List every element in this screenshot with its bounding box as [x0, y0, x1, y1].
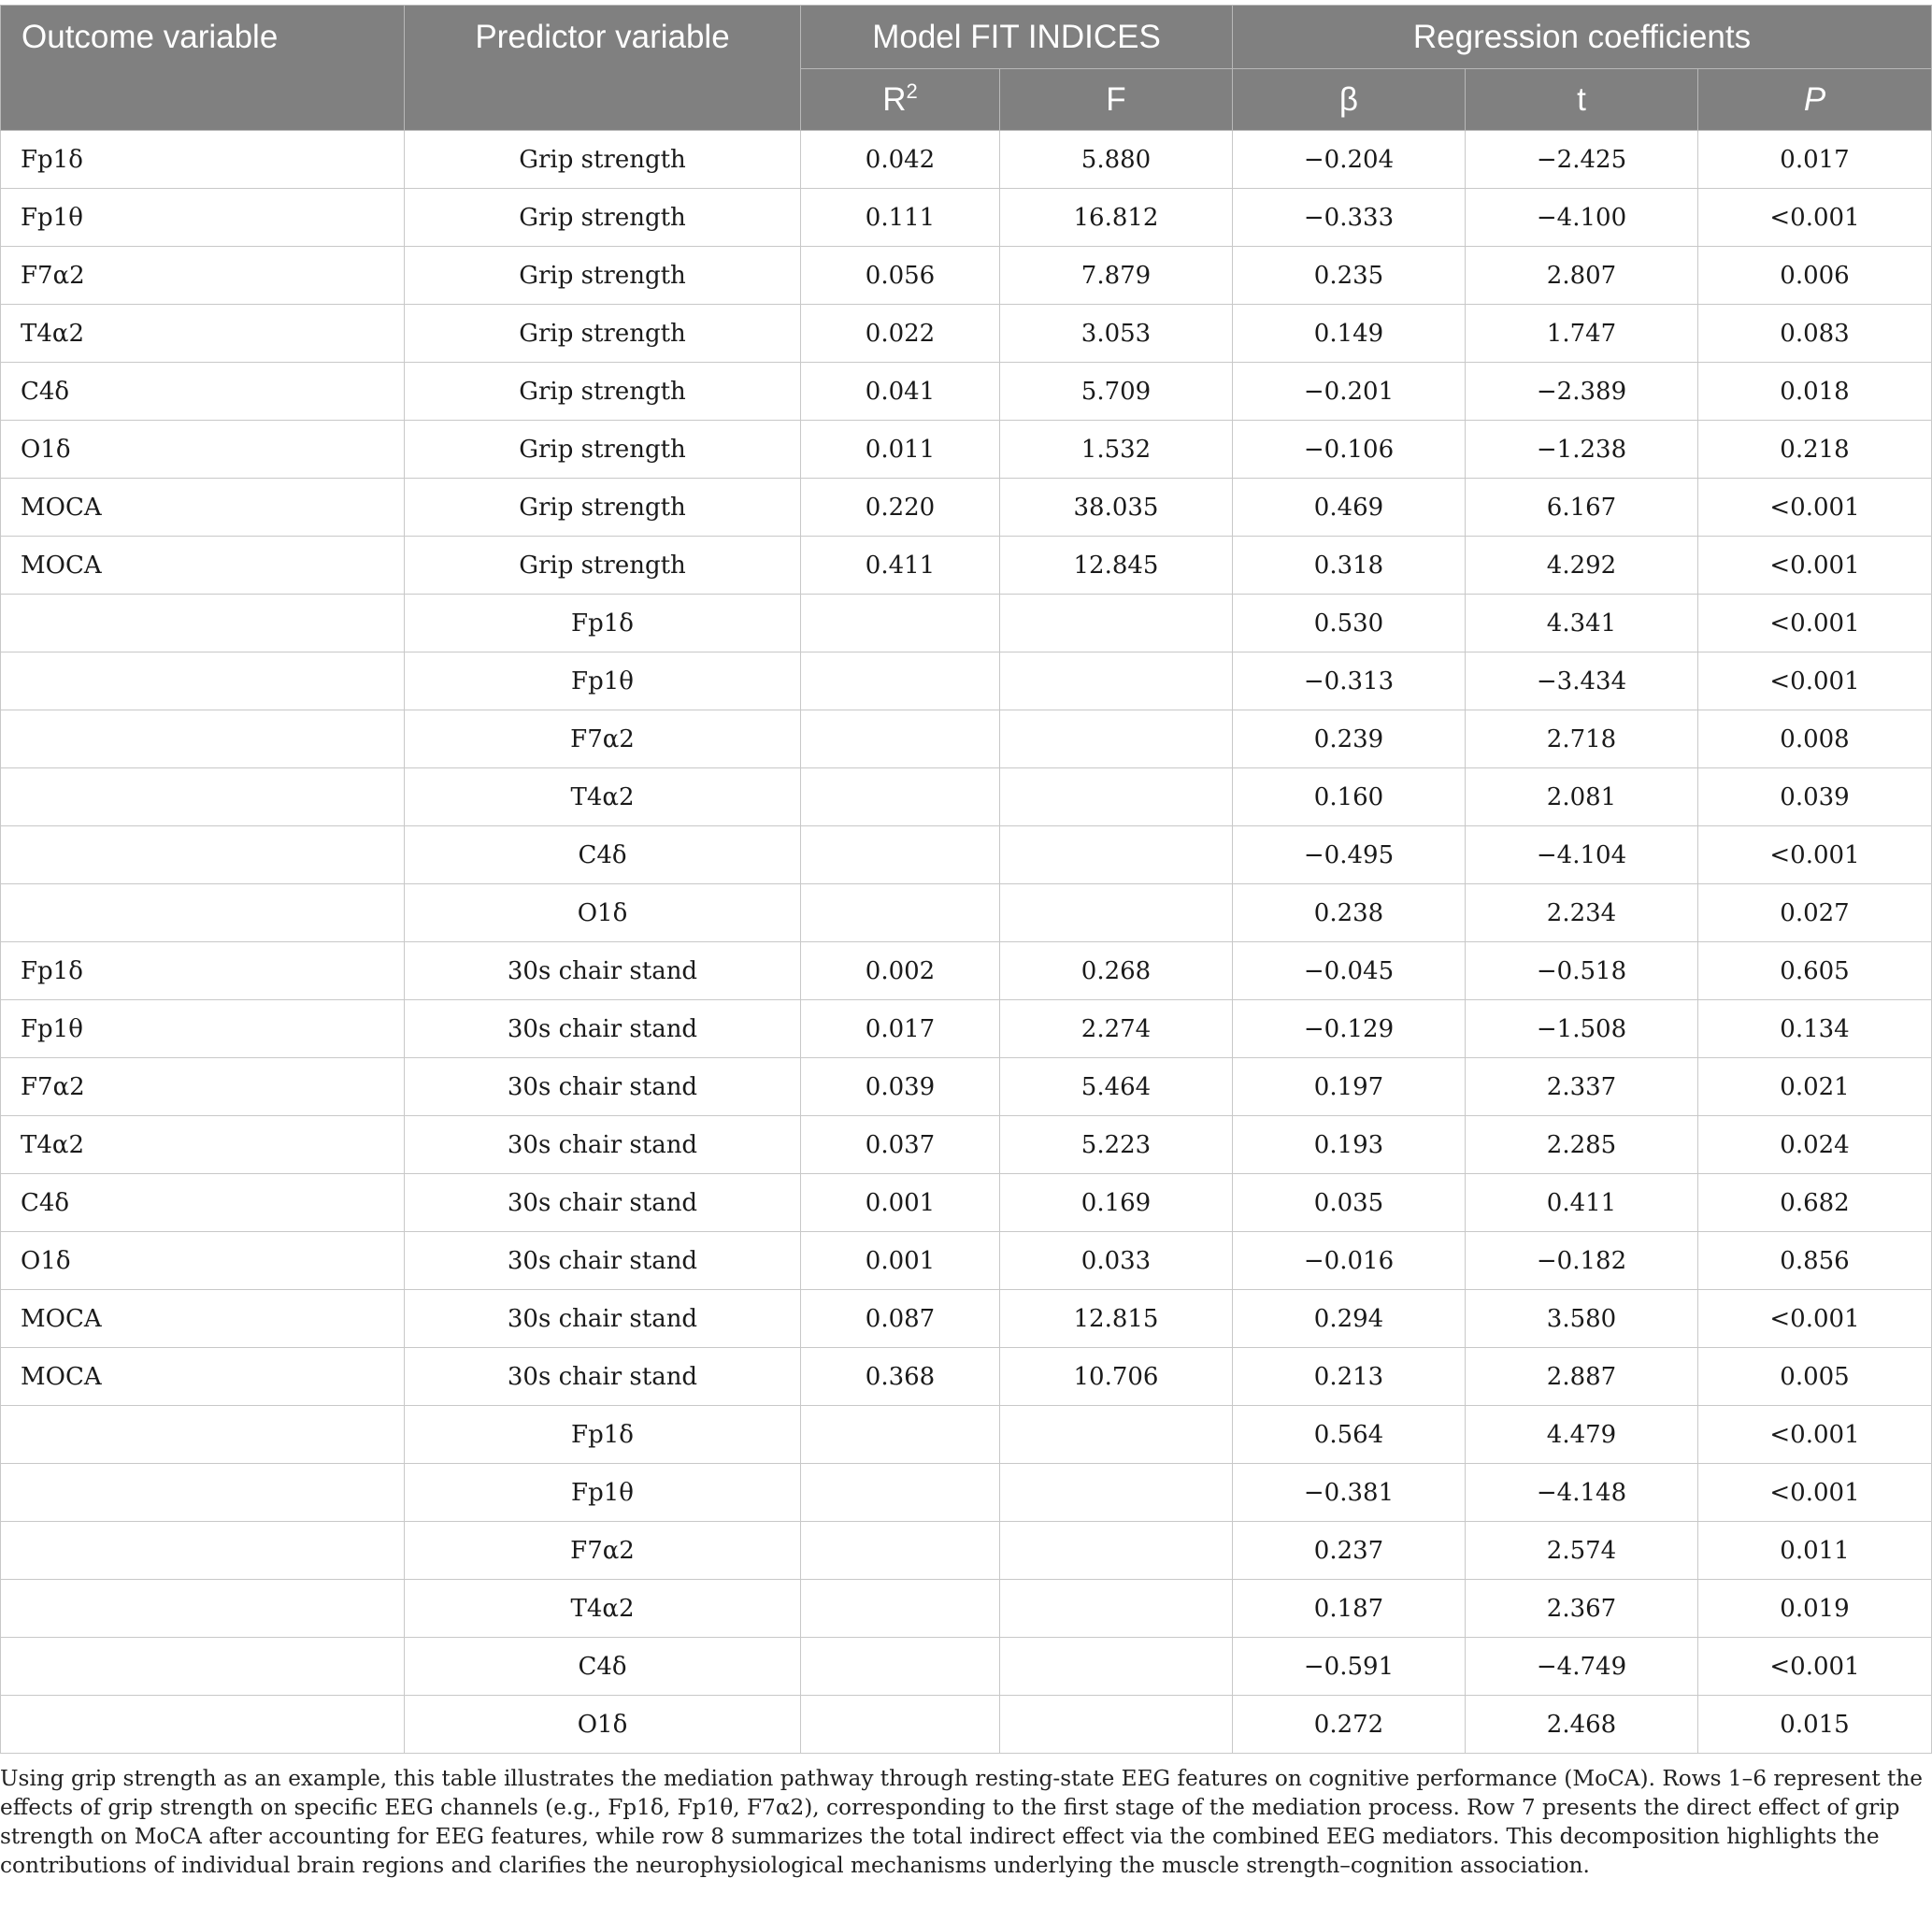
predictor-cell: F7α2 [405, 710, 801, 768]
r2-cell: 0.056 [801, 247, 1000, 305]
p-cell: 0.008 [1698, 710, 1932, 768]
outcome-cell [1, 1406, 405, 1464]
beta-cell: 0.272 [1233, 1696, 1466, 1754]
beta-cell: −0.495 [1233, 826, 1466, 884]
r2-cell [801, 884, 1000, 942]
r2-cell [801, 1522, 1000, 1580]
r2-cell: 0.042 [801, 131, 1000, 189]
p-cell: <0.001 [1698, 826, 1932, 884]
outcome-cell: C4δ [1, 363, 405, 421]
beta-cell: 0.193 [1233, 1116, 1466, 1174]
f-cell: 10.706 [1000, 1348, 1233, 1406]
outcome-cell: MOCA [1, 479, 405, 537]
f-cell [1000, 710, 1233, 768]
r2-cell [801, 1696, 1000, 1754]
beta-cell: 0.318 [1233, 537, 1466, 595]
r2-cell: 0.111 [801, 189, 1000, 247]
r2-cell: 0.001 [801, 1232, 1000, 1290]
header-beta: β [1233, 69, 1466, 131]
predictor-cell: O1δ [405, 1696, 801, 1754]
r2-cell: 0.039 [801, 1058, 1000, 1116]
f-cell: 0.033 [1000, 1232, 1233, 1290]
header-predictor: Predictor variable [405, 6, 801, 131]
outcome-cell: Fp1δ [1, 942, 405, 1000]
header-model-fit: Model FIT INDICES [801, 6, 1233, 69]
outcome-cell [1, 768, 405, 826]
beta-cell: 0.197 [1233, 1058, 1466, 1116]
table-row [1, 421, 1932, 479]
table-row [1, 247, 1932, 305]
t-cell: −4.104 [1466, 826, 1698, 884]
table-row [1, 1232, 1932, 1290]
outcome-cell [1, 1580, 405, 1638]
f-cell: 0.169 [1000, 1174, 1233, 1232]
p-cell: <0.001 [1698, 1290, 1932, 1348]
table-row [1, 710, 1932, 768]
beta-cell: −0.204 [1233, 131, 1466, 189]
f-cell: 0.268 [1000, 942, 1233, 1000]
p-cell: 0.039 [1698, 768, 1932, 826]
header-t: t [1466, 69, 1698, 131]
outcome-cell [1, 884, 405, 942]
beta-cell: 0.237 [1233, 1522, 1466, 1580]
f-cell: 38.035 [1000, 479, 1233, 537]
table-row [1, 595, 1932, 652]
outcome-cell [1, 652, 405, 710]
outcome-cell: Fp1δ [1, 131, 405, 189]
beta-cell: 0.213 [1233, 1348, 1466, 1406]
outcome-cell: F7α2 [1, 1058, 405, 1116]
f-cell: 5.880 [1000, 131, 1233, 189]
table-row [1, 1290, 1932, 1348]
t-cell: −4.749 [1466, 1638, 1698, 1696]
f-cell [1000, 1522, 1233, 1580]
f-cell: 5.709 [1000, 363, 1233, 421]
p-cell: 0.005 [1698, 1348, 1932, 1406]
outcome-cell [1, 710, 405, 768]
header-r2 [801, 69, 1000, 131]
table-row [1, 1058, 1932, 1116]
header-outcome: Outcome variable [1, 6, 405, 131]
table-row [1, 1000, 1932, 1058]
f-cell [1000, 1464, 1233, 1522]
table-row [1, 652, 1932, 710]
outcome-cell: T4α2 [1, 1116, 405, 1174]
t-cell: −2.389 [1466, 363, 1698, 421]
predictor-cell: Fp1θ [405, 1464, 801, 1522]
outcome-cell: O1δ [1, 421, 405, 479]
beta-cell: −0.201 [1233, 363, 1466, 421]
header-r2-base: R [882, 80, 907, 118]
beta-cell: 0.187 [1233, 1580, 1466, 1638]
beta-cell: 0.469 [1233, 479, 1466, 537]
table-row [1, 1522, 1932, 1580]
r2-cell [801, 1580, 1000, 1638]
r2-cell: 0.022 [801, 305, 1000, 363]
predictor-cell: C4δ [405, 826, 801, 884]
predictor-cell: Fp1δ [405, 1406, 801, 1464]
table-row [1, 1638, 1932, 1696]
f-cell: 12.815 [1000, 1290, 1233, 1348]
outcome-cell: MOCA [1, 537, 405, 595]
r2-cell: 0.002 [801, 942, 1000, 1000]
beta-cell: −0.333 [1233, 189, 1466, 247]
table-row [1, 1116, 1932, 1174]
p-cell: 0.019 [1698, 1580, 1932, 1638]
p-cell: <0.001 [1698, 1638, 1932, 1696]
beta-cell: −0.045 [1233, 942, 1466, 1000]
p-cell: 0.024 [1698, 1116, 1932, 1174]
outcome-cell: Fp1θ [1, 1000, 405, 1058]
beta-cell: 0.235 [1233, 247, 1466, 305]
regression-table [0, 5, 1932, 1754]
f-cell [1000, 595, 1233, 652]
t-cell: −1.238 [1466, 421, 1698, 479]
table-row [1, 131, 1932, 189]
beta-cell: −0.129 [1233, 1000, 1466, 1058]
r2-cell [801, 768, 1000, 826]
r2-cell [801, 826, 1000, 884]
predictor-cell: Grip strength [405, 305, 801, 363]
f-cell [1000, 1696, 1233, 1754]
predictor-cell: Grip strength [405, 479, 801, 537]
f-cell [1000, 1406, 1233, 1464]
outcome-cell [1, 1464, 405, 1522]
t-cell: −4.148 [1466, 1464, 1698, 1522]
f-cell [1000, 884, 1233, 942]
beta-cell: −0.016 [1233, 1232, 1466, 1290]
f-cell: 1.532 [1000, 421, 1233, 479]
beta-cell: −0.591 [1233, 1638, 1466, 1696]
predictor-cell: O1δ [405, 884, 801, 942]
predictor-cell: 30s chair stand [405, 1058, 801, 1116]
f-cell: 2.274 [1000, 1000, 1233, 1058]
p-cell: 0.856 [1698, 1232, 1932, 1290]
header-f: F [1000, 69, 1233, 131]
t-cell: −2.425 [1466, 131, 1698, 189]
p-cell: 0.018 [1698, 363, 1932, 421]
r2-cell [801, 652, 1000, 710]
t-cell: 4.341 [1466, 595, 1698, 652]
t-cell: 2.574 [1466, 1522, 1698, 1580]
p-cell: 0.605 [1698, 942, 1932, 1000]
predictor-cell: 30s chair stand [405, 1000, 801, 1058]
p-cell: 0.021 [1698, 1058, 1932, 1116]
table-row [1, 363, 1932, 421]
t-cell: 0.411 [1466, 1174, 1698, 1232]
r2-cell: 0.087 [801, 1290, 1000, 1348]
predictor-cell: 30s chair stand [405, 1116, 801, 1174]
f-cell [1000, 652, 1233, 710]
t-cell: 2.081 [1466, 768, 1698, 826]
outcome-cell: F7α2 [1, 247, 405, 305]
r2-cell: 0.037 [801, 1116, 1000, 1174]
f-cell: 5.223 [1000, 1116, 1233, 1174]
predictor-cell: Grip strength [405, 537, 801, 595]
f-cell: 16.812 [1000, 189, 1233, 247]
p-cell: 0.218 [1698, 421, 1932, 479]
p-cell: 0.134 [1698, 1000, 1932, 1058]
t-cell: −1.508 [1466, 1000, 1698, 1058]
beta-cell: −0.313 [1233, 652, 1466, 710]
table-caption: Using grip strength as an example, this table illustrates the mediation pathway through resting-state EEG features on cognitive performance (MoCA). Rows 1–6 represent the effects of grip strength on specific EEG channels (e.g., Fp1δ, Fp1θ, F7α2), corresponding to the first stage of the mediation process. Row 7 presents the direct effect of grip strength on MoCA after accounting for EEG features, while row 8 summarizes the total indirect effect via the combined EEG mediators. This decomposition highlights the contributions of individual brain regions and clarifies the neurophysiological mechanisms underlying the muscle strength–cognition association. [0, 1766, 1924, 1878]
header-r2-sup: 2 [906, 79, 918, 103]
outcome-cell [1, 1638, 405, 1696]
predictor-cell: Fp1δ [405, 595, 801, 652]
table-header [1, 6, 1932, 131]
p-cell: 0.682 [1698, 1174, 1932, 1232]
table-row [1, 826, 1932, 884]
table-row [1, 1580, 1932, 1638]
beta-cell: 0.239 [1233, 710, 1466, 768]
beta-cell: −0.381 [1233, 1464, 1466, 1522]
t-cell: 2.807 [1466, 247, 1698, 305]
beta-cell: 0.035 [1233, 1174, 1466, 1232]
header-regression: Regression coefficients [1233, 6, 1932, 69]
table-row [1, 942, 1932, 1000]
t-cell: 2.367 [1466, 1580, 1698, 1638]
f-cell [1000, 768, 1233, 826]
predictor-cell: Grip strength [405, 363, 801, 421]
table-row [1, 537, 1932, 595]
p-cell: 0.015 [1698, 1696, 1932, 1754]
beta-cell: 0.530 [1233, 595, 1466, 652]
t-cell: −0.182 [1466, 1232, 1698, 1290]
table-row [1, 1174, 1932, 1232]
r2-cell: 0.001 [801, 1174, 1000, 1232]
predictor-cell: 30s chair stand [405, 1290, 801, 1348]
t-cell: −4.100 [1466, 189, 1698, 247]
outcome-cell: O1δ [1, 1232, 405, 1290]
outcome-cell [1, 1696, 405, 1754]
p-cell: 0.006 [1698, 247, 1932, 305]
predictor-cell: Grip strength [405, 189, 801, 247]
r2-cell [801, 710, 1000, 768]
f-cell: 12.845 [1000, 537, 1233, 595]
r2-cell: 0.411 [801, 537, 1000, 595]
predictor-cell: Fp1θ [405, 652, 801, 710]
header-p: P [1698, 69, 1932, 131]
outcome-cell [1, 1522, 405, 1580]
p-cell: 0.027 [1698, 884, 1932, 942]
t-cell: 2.887 [1466, 1348, 1698, 1406]
t-cell: 2.337 [1466, 1058, 1698, 1116]
outcome-cell: MOCA [1, 1348, 405, 1406]
r2-cell [801, 595, 1000, 652]
p-cell: <0.001 [1698, 189, 1932, 247]
p-cell: <0.001 [1698, 595, 1932, 652]
f-cell: 7.879 [1000, 247, 1233, 305]
f-cell [1000, 1580, 1233, 1638]
t-cell: −3.434 [1466, 652, 1698, 710]
table-row [1, 1696, 1932, 1754]
table-row [1, 479, 1932, 537]
outcome-cell [1, 826, 405, 884]
predictor-cell: T4α2 [405, 768, 801, 826]
table-row [1, 1464, 1932, 1522]
predictor-cell: 30s chair stand [405, 1174, 801, 1232]
p-cell: <0.001 [1698, 1464, 1932, 1522]
predictor-cell: 30s chair stand [405, 1348, 801, 1406]
t-cell: −0.518 [1466, 942, 1698, 1000]
predictor-cell: Grip strength [405, 247, 801, 305]
t-cell: 2.234 [1466, 884, 1698, 942]
predictor-cell: Grip strength [405, 421, 801, 479]
predictor-cell: Grip strength [405, 131, 801, 189]
t-cell: 2.468 [1466, 1696, 1698, 1754]
table-body [1, 131, 1932, 1754]
predictor-cell: 30s chair stand [405, 942, 801, 1000]
outcome-cell: Fp1θ [1, 189, 405, 247]
table-row [1, 884, 1932, 942]
predictor-cell: F7α2 [405, 1522, 801, 1580]
predictor-cell: T4α2 [405, 1580, 801, 1638]
t-cell: 2.285 [1466, 1116, 1698, 1174]
t-cell: 4.479 [1466, 1406, 1698, 1464]
outcome-cell: MOCA [1, 1290, 405, 1348]
t-cell: 1.747 [1466, 305, 1698, 363]
p-cell: <0.001 [1698, 537, 1932, 595]
f-cell [1000, 826, 1233, 884]
outcome-cell: T4α2 [1, 305, 405, 363]
f-cell: 5.464 [1000, 1058, 1233, 1116]
predictor-cell: C4δ [405, 1638, 801, 1696]
outcome-cell [1, 595, 405, 652]
t-cell: 6.167 [1466, 479, 1698, 537]
p-cell: <0.001 [1698, 479, 1932, 537]
p-cell: 0.017 [1698, 131, 1932, 189]
table-row [1, 189, 1932, 247]
r2-cell: 0.041 [801, 363, 1000, 421]
t-cell: 2.718 [1466, 710, 1698, 768]
beta-cell: 0.294 [1233, 1290, 1466, 1348]
beta-cell: 0.564 [1233, 1406, 1466, 1464]
p-cell: <0.001 [1698, 652, 1932, 710]
table-row [1, 305, 1932, 363]
predictor-cell: 30s chair stand [405, 1232, 801, 1290]
beta-cell: −0.106 [1233, 421, 1466, 479]
r2-cell: 0.220 [801, 479, 1000, 537]
outcome-cell: C4δ [1, 1174, 405, 1232]
p-cell: 0.011 [1698, 1522, 1932, 1580]
t-cell: 4.292 [1466, 537, 1698, 595]
beta-cell: 0.149 [1233, 305, 1466, 363]
r2-cell [801, 1406, 1000, 1464]
r2-cell [801, 1464, 1000, 1522]
r2-cell: 0.017 [801, 1000, 1000, 1058]
beta-cell: 0.238 [1233, 884, 1466, 942]
table-row [1, 1406, 1932, 1464]
p-cell: <0.001 [1698, 1406, 1932, 1464]
table-row [1, 1348, 1932, 1406]
r2-cell: 0.368 [801, 1348, 1000, 1406]
t-cell: 3.580 [1466, 1290, 1698, 1348]
r2-cell: 0.011 [801, 421, 1000, 479]
p-cell: 0.083 [1698, 305, 1932, 363]
table-row [1, 768, 1932, 826]
f-cell [1000, 1638, 1233, 1696]
beta-cell: 0.160 [1233, 768, 1466, 826]
r2-cell [801, 1638, 1000, 1696]
f-cell: 3.053 [1000, 305, 1233, 363]
